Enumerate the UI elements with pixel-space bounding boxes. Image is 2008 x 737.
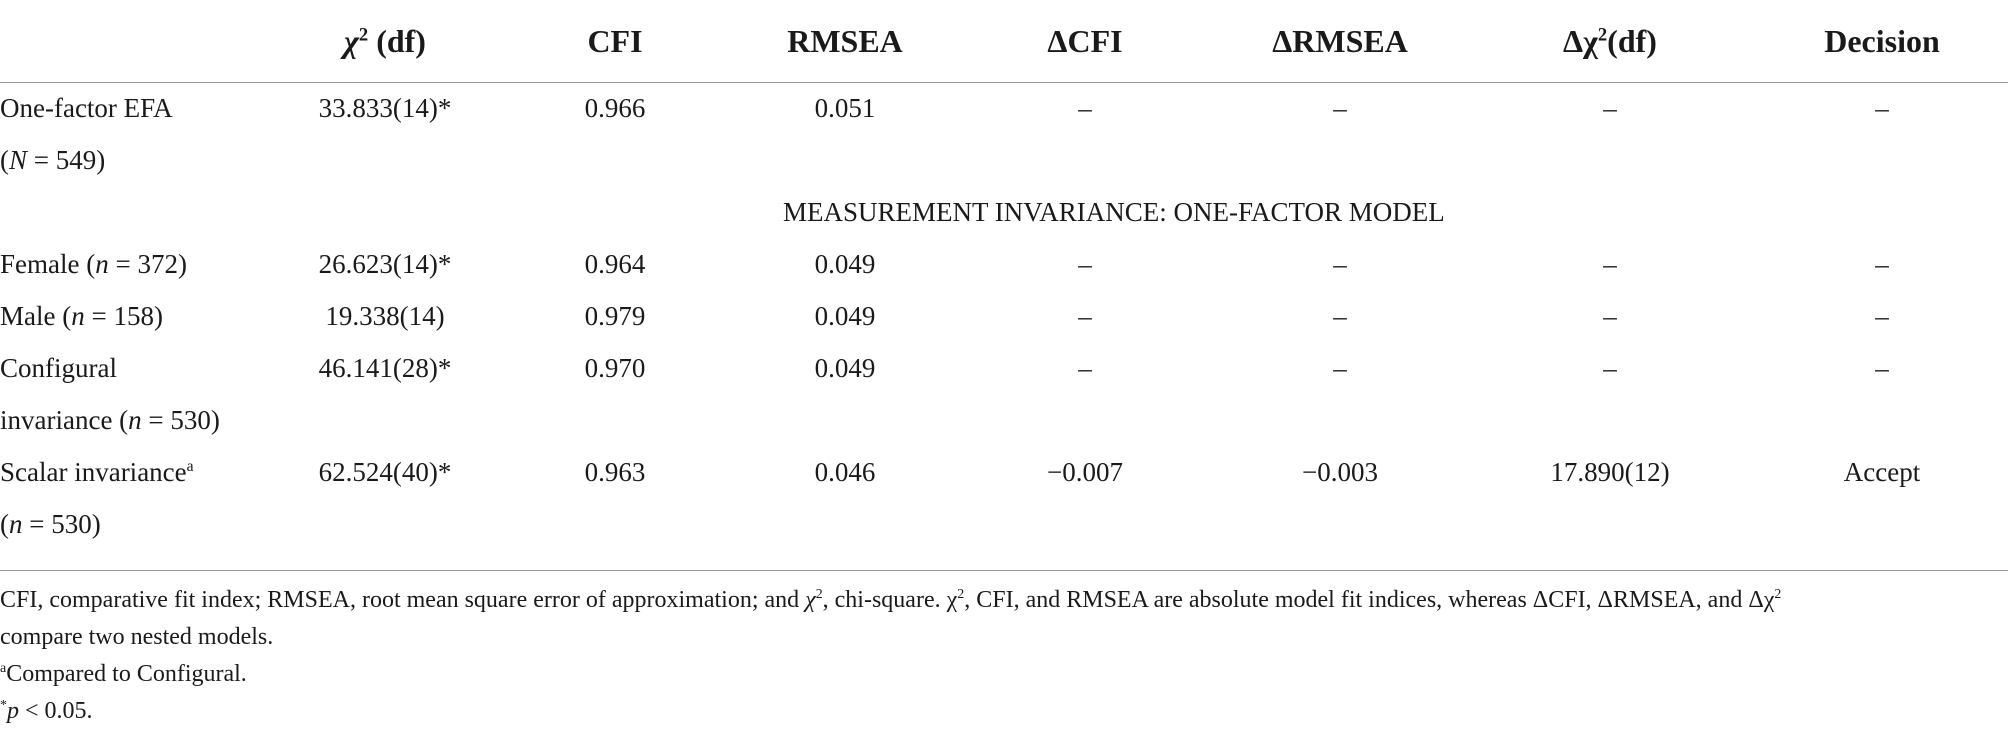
table-body <box>0 82 2008 550</box>
cell-rmsea: 0.051 <box>814 93 876 123</box>
sample-size-var: n <box>95 249 109 279</box>
cell-delta-chi: – <box>1603 249 1617 279</box>
cell-delta-chi: 17.890(12) <box>1550 457 1670 487</box>
footnote-text: CFI, comparative fit index; RMSEA, root mean square error of approximation; and <box>0 587 806 613</box>
footnote-text: , chi-square. χ <box>822 587 958 613</box>
row-label-text: Male ( <box>0 301 72 331</box>
table-row-configural <box>0 342 2008 394</box>
cell-delta-chi: – <box>1603 301 1617 331</box>
cell-decision: – <box>1875 353 1889 383</box>
cell-delta-rmsea: – <box>1333 93 1347 123</box>
sample-size-value: = 158) <box>84 301 163 331</box>
row-label-cont <box>0 394 220 446</box>
footnote-significance <box>0 693 2008 730</box>
table-row-scalar <box>0 446 2008 498</box>
row-label-text: Scalar invariance <box>0 457 187 487</box>
row-label: One-factor EFA <box>0 93 173 123</box>
header-delta-chi-square <box>1510 14 1710 68</box>
cell-delta-cfi: – <box>1078 93 1092 123</box>
cell-delta-cfi: – <box>1078 301 1092 331</box>
header-delta-rmsea: ΔRMSEA <box>1272 23 1408 59</box>
sample-size-var: n <box>9 509 23 539</box>
cell-delta-rmsea: −0.003 <box>1302 457 1378 487</box>
footnote-text: Compared to Configural. <box>6 661 247 687</box>
cell-delta-rmsea: – <box>1333 249 1347 279</box>
cell-delta-rmsea: – <box>1333 353 1347 383</box>
footnote-marker-a: a <box>0 661 7 676</box>
row-label <box>0 446 194 498</box>
paren-open: ( <box>0 509 9 539</box>
header-chi-sup: 2 <box>358 24 369 46</box>
section-title: MEASUREMENT INVARIANCE: ONE-FACTOR MODEL <box>783 197 1445 227</box>
table-row-male <box>0 290 2008 342</box>
cell-delta-cfi: – <box>1078 353 1092 383</box>
header-rmsea: RMSEA <box>787 23 903 59</box>
footnote-text: , CFI, and RMSEA are absolute model fit indices, whereas ΔCFI, ΔRMSEA, and Δχ <box>964 587 1775 613</box>
cell-chi: 46.141(28)* <box>318 353 452 383</box>
section-title-row <box>0 186 2008 238</box>
table-row-scalar-cont <box>0 498 2008 550</box>
cell-delta-chi: – <box>1603 93 1617 123</box>
header-cfi: CFI <box>587 23 643 59</box>
cell-cfi: 0.979 <box>584 301 646 331</box>
header-chi-square <box>275 14 495 68</box>
cell-decision: – <box>1875 249 1889 279</box>
row-label-text: Female ( <box>0 249 96 279</box>
row-label <box>0 238 187 290</box>
header-dchi-suffix: (df) <box>1607 23 1657 59</box>
cell-cfi: 0.970 <box>584 353 646 383</box>
row-label-cont <box>0 498 101 550</box>
footnote-marker-star: * <box>0 698 7 713</box>
cell-chi: 26.623(14)* <box>318 249 452 279</box>
table-row-female <box>0 238 2008 290</box>
table-header <box>0 0 2008 82</box>
row-label: Configural <box>0 353 117 383</box>
cell-rmsea: 0.046 <box>814 457 876 487</box>
sample-size-value: = 549) <box>27 145 106 175</box>
footnote-abbreviations-cont: compare two nested models. <box>0 624 274 650</box>
table-footnotes <box>0 582 2008 730</box>
cell-delta-chi: – <box>1603 353 1617 383</box>
footnote-marker-a: a <box>186 458 194 475</box>
header-delta-cfi: ΔCFI <box>1047 23 1123 59</box>
table-row-efa-cont <box>0 134 2008 186</box>
cell-decision: – <box>1875 301 1889 331</box>
footnote-abbreviations <box>0 582 2008 619</box>
table-row-configural-cont <box>0 394 2008 446</box>
cell-rmsea: 0.049 <box>814 249 876 279</box>
cell-delta-cfi: −0.007 <box>1047 457 1123 487</box>
sample-size-value: = 530) <box>141 405 220 435</box>
header-decision: Decision <box>1824 23 1940 59</box>
sample-size-var: n <box>128 405 142 435</box>
cell-chi: 62.524(40)* <box>318 457 452 487</box>
table-row-efa <box>0 82 2008 134</box>
cell-chi: 19.338(14) <box>325 301 445 331</box>
cell-rmsea: 0.049 <box>814 301 876 331</box>
table-bottom-divider <box>0 570 2008 571</box>
chi-symbol: χ <box>805 587 816 613</box>
sample-size-var: N <box>9 145 28 175</box>
header-dchi-sup: 2 <box>1597 24 1608 46</box>
footnote-text: < 0.05. <box>18 698 93 724</box>
cell-chi: 33.833(14)* <box>318 93 452 123</box>
header-dchi-symbol: Δχ <box>1563 23 1598 59</box>
p-var: p <box>6 698 19 724</box>
cell-cfi: 0.964 <box>584 249 646 279</box>
cell-decision: Accept <box>1843 457 1921 487</box>
cell-rmsea: 0.049 <box>814 353 876 383</box>
row-label-text: invariance ( <box>0 405 129 435</box>
cell-delta-rmsea: – <box>1333 301 1347 331</box>
row-label <box>0 290 163 342</box>
cell-cfi: 0.963 <box>584 457 646 487</box>
sample-size-value: = 372) <box>108 249 187 279</box>
footnote-a <box>0 656 2008 693</box>
chi-sup: 2 <box>1774 587 1782 602</box>
chi-sup: 2 <box>815 587 823 602</box>
cell-decision: – <box>1875 93 1889 123</box>
cell-cfi: 0.966 <box>584 93 646 123</box>
sample-size-var: n <box>71 301 85 331</box>
header-chi-symbol: χ <box>344 23 359 59</box>
chi-sup: 2 <box>957 587 965 602</box>
row-label-cont <box>0 134 105 186</box>
cell-delta-cfi: – <box>1078 249 1092 279</box>
sample-size-value: = 530) <box>22 509 101 539</box>
header-chi-suffix: (df) <box>368 23 426 59</box>
paren-open: ( <box>0 145 9 175</box>
